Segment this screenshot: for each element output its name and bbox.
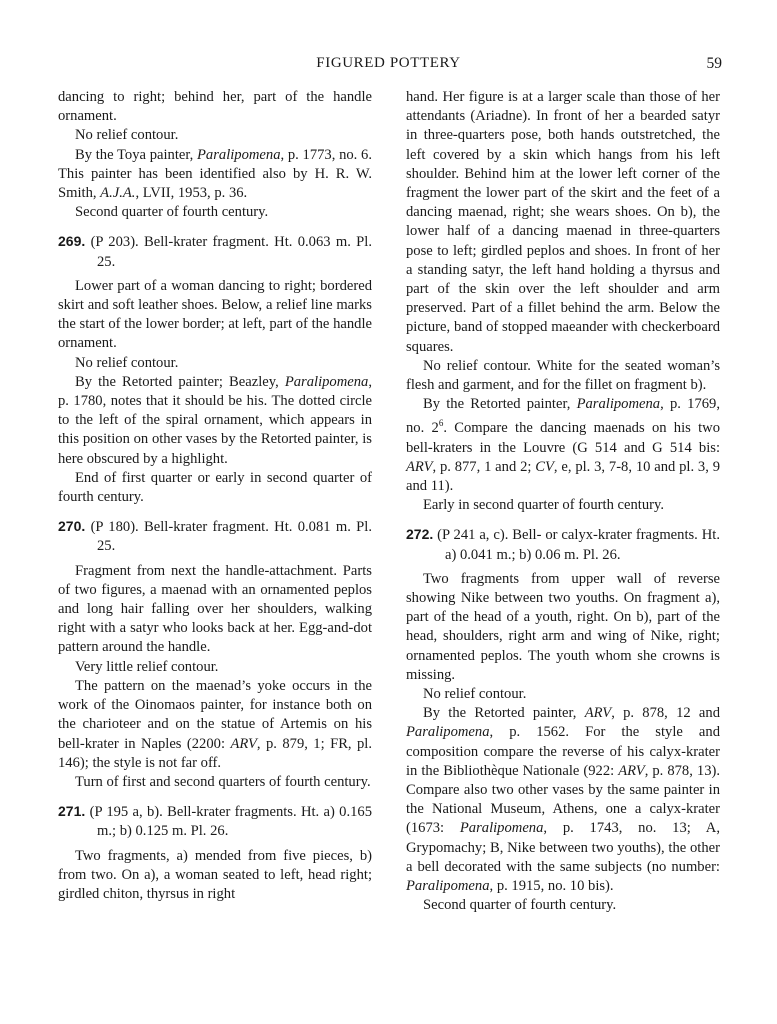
catalogue-entry-272-heading: 272. (P 241 a, c). Bell- or calyx-krater fragments. Ht. a) 0.041 m.; b) 0.06 m. Pl. 26. xyxy=(406,526,720,563)
paragraph: No relief contour. xyxy=(75,354,179,371)
running-head xyxy=(0,52,777,76)
paragraph: Lower part of a woman dancing to right; bordered skirt and soft leather shoes. Below, a relief line marks the start of the lower border; at left, part of the handle ornament. xyxy=(58,277,372,352)
catalogue-entry-271-heading: 271. (P 195 a, b). Bell-krater fragments. Ht. a) 0.165 m.; b) 0.125 m. Pl. 26. xyxy=(58,803,372,840)
paragraph: Second quarter of fourth century. xyxy=(423,897,617,914)
paragraph: Fragment from next the handle-attachment. Parts of two figures, a maenad with an ornamented peplos and long hair falling over her shoulders, walking right with a satyr who looks back at her. Egg-and-dot pattern around the handle. xyxy=(58,562,372,656)
running-title: FIGURED POTTERY xyxy=(316,55,461,71)
right-column xyxy=(406,88,720,915)
entry-number: 269. xyxy=(58,233,86,250)
catalogue-entry-269-heading: 269. (P 203). Bell-krater fragment. Ht. 0.063 m. Pl. 25. xyxy=(58,233,372,270)
left-column xyxy=(58,88,372,904)
paragraph: hand. Her figure is at a larger scale than those of her attendants (Ariadne). In front of her a bearded satyr in three-quarters pose, both hands outstretched, the left covered by a skin which hangs from his left shoulder. Behind him at the lower left corner of the fragment the lower part of the skirt and the feet of a dancing maenad, right; she wears shoes. On b), the lower half of a dancing maenad in three-quarters pose to left; girdled peplos and shoes. In front of her a standing satyr, the left hand holding a thyrsus and part of the skin over the left shoulder and arm preserved. Part of a fillet behind the arm. Below the picture, band of stopped maeander with checkerboard squares. xyxy=(406,89,720,355)
paragraph: By the Retorted painter; Beazley, Paralipomena, p. 1780, notes that it should be his. The dotted circle to the left of the spiral ornament, which appears in this position on other vases by the Retorted painter, is here obscured by a highlight. xyxy=(58,373,372,467)
paragraph: By the Toya painter, Paralipomena, p. 1773, no. 6. This painter has been identified also by H. R. W. Smith, A.J.A., LVII, 1953, p. 36. xyxy=(58,146,372,202)
paragraph: Early in second quarter of fourth century. xyxy=(423,497,664,514)
paragraph: Two fragments from upper wall of reverse showing Nike between two youths. On fragment a), part of the head of a youth, right. On b), part of the head, shoulders, right arm and wing of Nike, right; ornamented peplos. The youth whom she crowns is missing. xyxy=(406,570,720,683)
paragraph: Second quarter of fourth century. xyxy=(75,204,269,221)
paragraph: No relief contour. xyxy=(423,685,527,702)
paragraph: dancing to right; behind her, part of the handle ornament. xyxy=(58,89,372,125)
paragraph: Very little relief contour. xyxy=(75,658,219,675)
page-number: 59 xyxy=(706,55,722,72)
entry-number: 272. xyxy=(406,526,434,543)
paragraph: The pattern on the maenad’s yoke occurs in the work of the Oinomaos painter, for instance both on the charioteer and on the statue of Artemis on his bell-krater in Naples (2200: ARV, p. 879, 1; FR, pl. 146); the style is not far off. xyxy=(58,677,373,771)
paragraph: By the Retorted painter, Paralipomena, p. 1769, no. $2^6$. Compare the dancing maenads on his two bell-kraters in the Louvre (G 514 and G 514 bis: ARV, p. 877, 1 and 2; CV, e, pl. 3, 7-8, 10 and pl. 3, 9 and 11). xyxy=(406,396,721,494)
catalogue-entry-270-heading: 270. (P 180). Bell-krater fragment. Ht. 0.081 m. Pl. 25. xyxy=(58,518,372,555)
paragraph: Turn of first and second quarters of fourth century. xyxy=(75,773,371,790)
paragraph: By the Retorted painter, ARV, p. 878, 12 and Paralipomena, p. 1562. For the style and composition compare the reverse of his calyx-krater in the Bibliothèque Nationale (922: ARV, p. 878, 13). Compare also two other vases by the same painter in the National Museum, Athens, one a calyx-krater (1673: Paralipomena, p. 1743, no. 13; A, Grypomachy; B, Nike between two youths), the other a bell decorated with the same subjects (no number: Paralipomena, p. 1915, no. 10 bis). xyxy=(406,705,720,894)
entry-number: 270. xyxy=(58,518,86,535)
paragraph: Two fragments, a) mended from five pieces, b) from two. On a), a woman seated to left, head right; girdled chiton, thyrsus in right xyxy=(58,847,372,902)
paragraph: No relief contour. xyxy=(75,127,179,144)
entry-number: 271. xyxy=(58,803,86,820)
paragraph: End of first quarter or early in second quarter of fourth century. xyxy=(58,469,372,506)
paragraph: No relief contour. White for the seated woman’s flesh and garment, and for the fillet on fragment b). xyxy=(406,357,720,394)
